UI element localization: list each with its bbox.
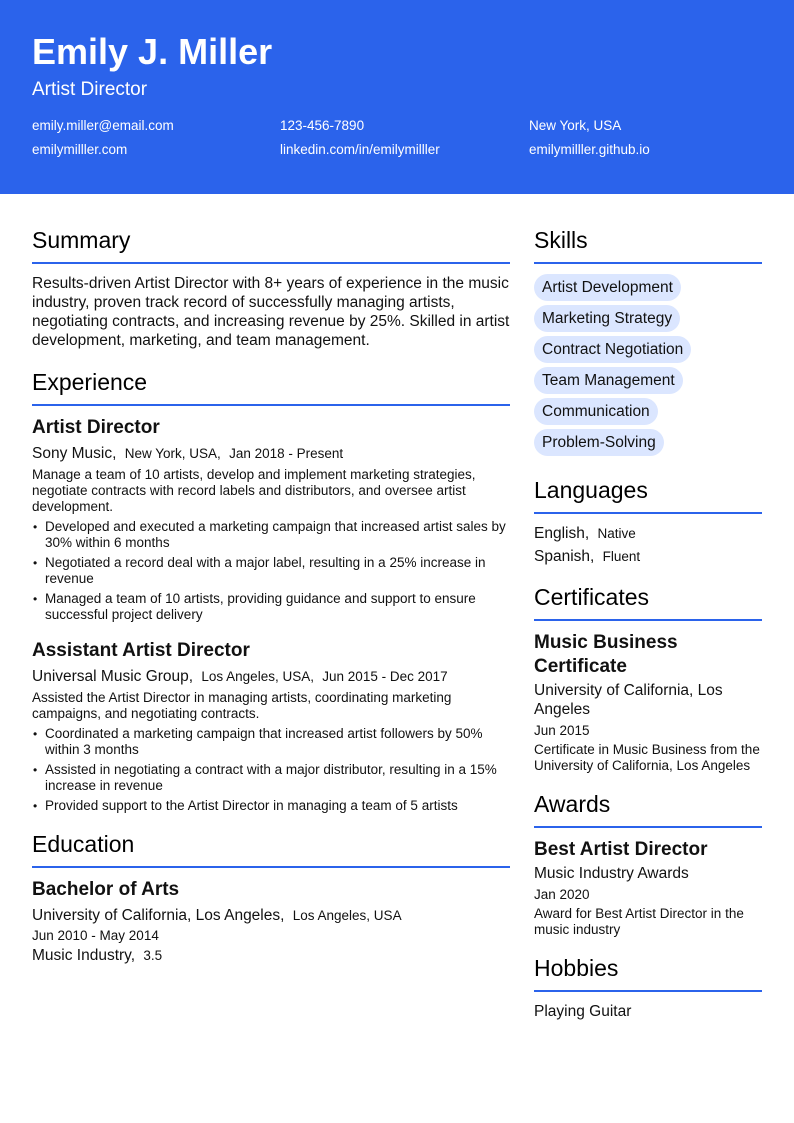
education-field xyxy=(32,946,510,966)
awards-heading: Awards xyxy=(534,790,762,828)
experience-heading: Experience xyxy=(32,368,510,406)
achievement-item: • Negotiated a record deal with a major label, resulting in a 25% increase in revenue xyxy=(32,555,510,587)
certificates-heading: Certificates xyxy=(534,583,762,621)
job-company: Universal Music Group, xyxy=(32,668,194,685)
hobbies-section xyxy=(534,954,762,1021)
achievement-item: • Managed a team of 10 artists, providing guidance and support to ensure successful project delivery xyxy=(32,591,510,623)
right-column xyxy=(534,194,762,1021)
certificate-date: Jun 2015 xyxy=(534,723,590,738)
education-dates: Jun 2010 - May 2014 xyxy=(32,928,159,943)
job-entry xyxy=(32,639,510,814)
achievement-item: • Coordinated a marketing campaign that increased artist followers by 50% within 3 months xyxy=(32,726,510,758)
education-meta xyxy=(32,906,510,926)
hobbies-heading: Hobbies xyxy=(534,954,762,992)
award-date: Jan 2020 xyxy=(534,887,590,902)
job-dates: Jan 2018 - Present xyxy=(229,446,344,461)
website-link[interactable]: emilymilller.com xyxy=(32,142,128,157)
award-name: Best Artist Director xyxy=(534,839,708,860)
language-name: English, xyxy=(534,525,590,542)
achievement-item: • Developed and executed a marketing campaign that increased artist sales by 30% within 6 months xyxy=(32,519,510,551)
job-description: Manage a team of 10 artists, develop and implement marketing strategies, negotiate contracts with record labels and distributors, and oversee artist development. xyxy=(32,467,476,514)
awards-section xyxy=(534,790,762,938)
candidate-role: Artist Director xyxy=(32,79,148,100)
language-level: Fluent xyxy=(602,549,641,564)
job-entry xyxy=(32,416,510,623)
job-description: Assisted the Artist Director in managing artists, coordinating marketing campaigns, and negotiating contracts. xyxy=(32,690,452,721)
hobby-item: Playing Guitar xyxy=(534,1003,632,1020)
language-level: Native xyxy=(597,526,636,541)
experience-section xyxy=(32,368,510,814)
job-title: Assistant Artist Director xyxy=(32,640,250,661)
language-item xyxy=(534,524,762,544)
left-column xyxy=(32,194,510,1021)
job-company: Sony Music, xyxy=(32,445,117,462)
job-meta xyxy=(32,444,510,464)
certificate-description: Certificate in Music Business from the University of California, Los Angeles xyxy=(534,742,760,773)
school-location: Los Angeles, USA xyxy=(292,908,402,923)
job-dates: Jun 2015 - Dec 2017 xyxy=(322,669,448,684)
skill-list xyxy=(534,274,762,460)
achievement-item: • Assisted in negotiating a contract with a major distributor, resulting in a 15% increase in revenue xyxy=(32,762,510,794)
achievement-item: • Provided support to the Artist Director in managing a team of 5 artists xyxy=(32,798,510,814)
skill-chip: Problem-Solving xyxy=(534,429,664,456)
job-location: Los Angeles, USA, xyxy=(201,669,314,684)
certificate-name: Music Business Certificate xyxy=(534,632,678,677)
skill-chip: Artist Development xyxy=(534,274,681,301)
resume-body xyxy=(0,194,794,1021)
award-issuer: Music Industry Awards xyxy=(534,865,689,882)
contact-info xyxy=(32,118,762,158)
summary-section xyxy=(32,226,510,350)
job-achievements xyxy=(32,726,510,814)
certificate-issuer: University of California, Los Angeles xyxy=(534,682,723,718)
certificates-section xyxy=(534,583,762,774)
job-meta xyxy=(32,667,510,687)
language-item xyxy=(534,547,762,567)
field-of-study: Music Industry, xyxy=(32,947,136,964)
candidate-name: Emily J. Miller xyxy=(32,31,273,72)
education-heading: Education xyxy=(32,830,510,868)
school-name: University of California, Los Angeles, xyxy=(32,907,285,924)
resume-header xyxy=(0,0,794,194)
email-link[interactable]: emily.miller@email.com xyxy=(32,118,174,133)
skill-chip: Communication xyxy=(534,398,658,425)
github-link[interactable]: emilymilller.github.io xyxy=(529,142,650,157)
summary-heading: Summary xyxy=(32,226,510,264)
skill-chip: Team Management xyxy=(534,367,683,394)
languages-heading: Languages xyxy=(534,476,762,514)
linkedin-link[interactable]: linkedin.com/in/emilymilller xyxy=(280,142,440,157)
skills-heading: Skills xyxy=(534,226,762,264)
location-text: New York, USA xyxy=(529,118,622,133)
degree-title: Bachelor of Arts xyxy=(32,879,180,900)
languages-section xyxy=(534,476,762,567)
skill-chip: Marketing Strategy xyxy=(534,305,680,332)
job-title: Artist Director xyxy=(32,417,160,438)
language-name: Spanish, xyxy=(534,548,595,565)
summary-text: Results-driven Artist Director with 8+ years of experience in the music industry, proven track record of successfully managing artists, negotiating contracts, and increasing revenue by 25%. Skilled in artist development, marketing, and team management. xyxy=(32,275,510,349)
phone-text: 123-456-7890 xyxy=(280,118,365,133)
award-description: Award for Best Artist Director in the music industry xyxy=(534,906,744,937)
education-section xyxy=(32,830,510,966)
job-location: New York, USA, xyxy=(124,446,221,461)
skill-chip: Contract Negotiation xyxy=(534,336,691,363)
skills-section xyxy=(534,226,762,460)
gpa-score: 3.5 xyxy=(143,948,163,963)
job-achievements xyxy=(32,519,510,623)
